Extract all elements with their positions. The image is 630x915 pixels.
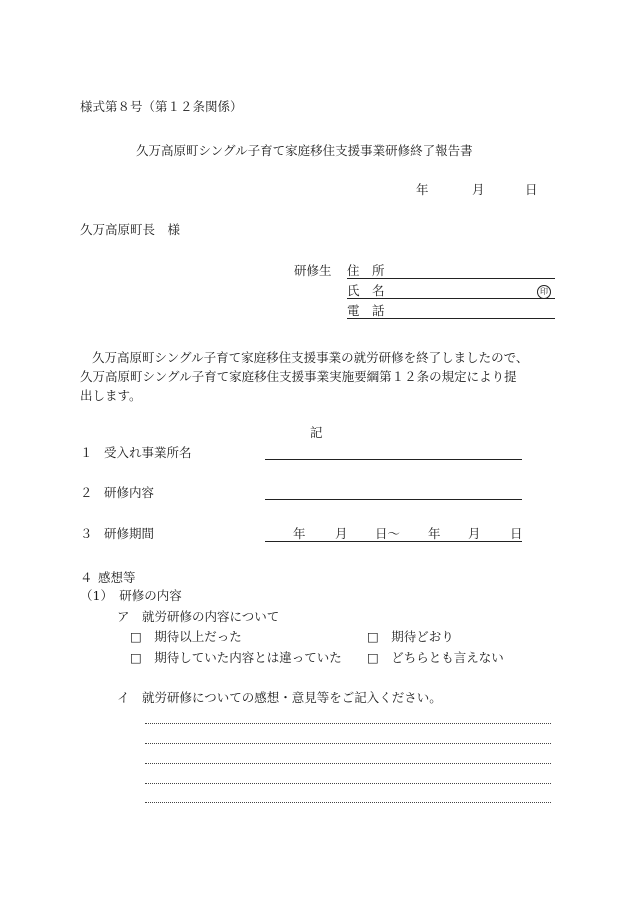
item2-field[interactable] [265,499,522,500]
applicant-role-label: 研修生 [294,263,332,278]
address-field[interactable] [347,278,555,279]
date-month-label: 月 [472,182,485,197]
body-line-1: 久万高原町シングル子育て家庭移住支援事業の就労研修を終了しましたので、 [92,350,529,365]
comment-line-1[interactable] [145,723,551,724]
item3-number: ３ [80,526,93,541]
option-exceeded-expectations[interactable]: □ 期待以上だった [130,629,242,644]
item3-field[interactable] [265,541,522,542]
item4-label: 感想等 [98,570,136,585]
date-year-label: 年 [416,182,429,197]
comment-line-2[interactable] [145,743,551,744]
option-neither[interactable]: □ どちらとも言えない [367,650,504,665]
address-label: 住 所 [347,263,385,278]
sub1-label: （1） 研修の内容 [80,588,182,603]
item1-number: １ [80,445,93,460]
date-day-label: 日 [525,182,538,197]
item1-field[interactable] [265,459,522,460]
form-number: 様式第８号（第１２条関係） [80,99,243,114]
period-start-month: 月 [335,526,348,541]
comment-line-4[interactable] [145,783,551,784]
phone-label: 電 話 [347,303,385,318]
document-title: 久万高原町シングル子育て家庭移住支援事業研修終了報告書 [136,143,473,158]
option-different-from-expectations[interactable]: □ 期待していた内容とは違っていた [130,650,342,665]
item2-number: ２ [80,485,93,500]
phone-field[interactable] [347,318,555,319]
body-line-3: 出します。 [80,388,142,403]
option-as-expected[interactable]: □ 期待どおり [367,629,454,644]
period-end-month: 月 [468,526,481,541]
period-end-day: 日 [510,526,523,541]
comment-line-5[interactable] [145,802,551,803]
period-start-day: 日～ [375,526,401,541]
ki-heading: 記 [310,425,323,440]
comment-line-3[interactable] [145,763,551,764]
item2-label: 研修内容 [104,485,155,500]
body-line-2: 久万高原町シングル子育て家庭移住支援事業実施要綱第１２条の規定により提 [80,369,517,384]
name-field[interactable] [347,298,555,299]
body-paragraph [80,348,570,405]
addressee: 久万高原町長 様 [80,222,181,237]
seal-mark [537,284,551,299]
seal-circle: 印 [537,285,551,299]
sub-i-label: イ 就労研修についての感想・意見等をご記入ください。 [117,690,442,705]
sub-a-label: ア 就労研修の内容について [117,609,280,624]
item4-number: ４ [80,570,93,585]
name-label: 氏 名 [347,283,385,298]
period-end-year: 年 [428,526,441,541]
item1-label: 受入れ事業所名 [104,445,192,460]
period-start-year: 年 [293,526,306,541]
item3-label: 研修期間 [104,526,155,541]
